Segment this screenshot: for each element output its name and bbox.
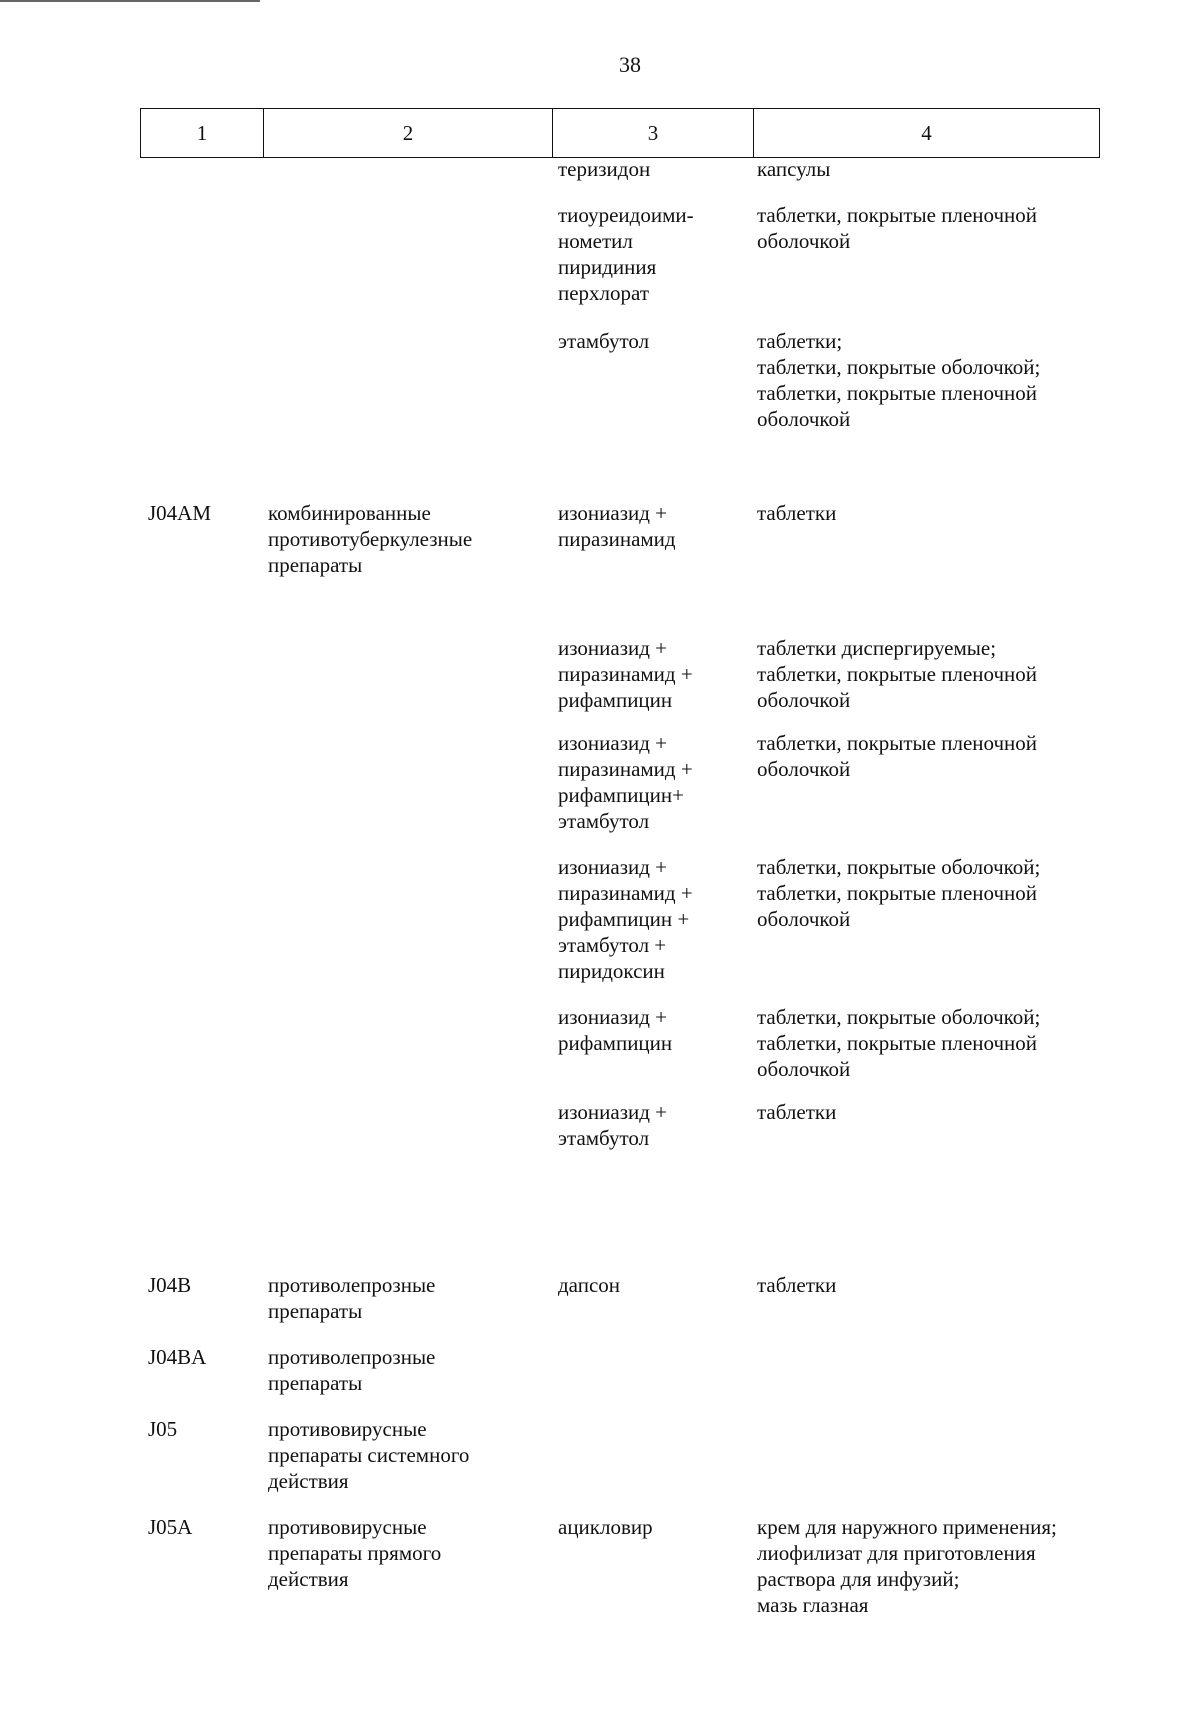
drug-name-line: изониазид +	[558, 636, 668, 660]
column-header-4: 4	[754, 109, 1100, 158]
drug-name-line: рифампицин	[558, 1031, 673, 1055]
atc-code: J04AM	[148, 501, 212, 525]
dosage-forms	[757, 730, 1102, 782]
dosage-forms-line: крем для наружного применения;	[757, 1515, 1057, 1539]
group-name-line: препараты	[268, 553, 363, 577]
drug-name-line: этамбутол	[558, 1126, 650, 1150]
atc-code: J04B	[148, 1273, 192, 1297]
dosage-forms-line: таблетки;	[757, 329, 843, 353]
dosage-forms-line: таблетки, покрытые оболочкой;	[757, 355, 1041, 379]
group-name	[268, 1514, 548, 1592]
drug-name-line: тиоуреидоими-	[558, 203, 694, 227]
dosage-forms-line: таблетки	[757, 501, 837, 525]
dosage-forms	[757, 1099, 1102, 1125]
drug-name-line: пиразинамид +	[558, 881, 693, 905]
dosage-forms-line: таблетки, покрытые пленочной	[757, 662, 1038, 686]
group-name-line: препараты прямого	[268, 1541, 442, 1565]
page-number: 38	[619, 52, 641, 77]
drug-name-line: изониазид +	[558, 1005, 668, 1029]
drug-name-line: изониазид +	[558, 501, 668, 525]
drug-name	[558, 730, 743, 834]
drug-name-line: этамбутол	[558, 809, 650, 833]
dosage-forms-line: мазь глазная	[757, 1593, 869, 1617]
group-name	[268, 500, 548, 578]
dosage-forms	[757, 854, 1102, 932]
column-header-1: 1	[141, 109, 264, 158]
dosage-forms	[757, 635, 1102, 713]
dosage-forms-line: таблетки, покрытые пленочной	[757, 881, 1038, 905]
dosage-forms	[757, 1514, 1102, 1618]
drug-name	[558, 202, 743, 306]
atc-code: J05A	[148, 1515, 193, 1539]
drug-name-line: пиридоксин	[558, 959, 665, 983]
drug-name	[558, 1004, 743, 1056]
drug-name	[558, 1099, 743, 1151]
dosage-forms-line: таблетки, покрытые пленочной	[757, 731, 1038, 755]
dosage-forms-line: таблетки, покрытые пленочной	[757, 381, 1038, 405]
drug-name-line: нометил	[558, 229, 633, 253]
drug-name-line: дапсон	[558, 1273, 621, 1297]
drug-name-line: перхлорат	[558, 281, 649, 305]
drug-name-line: пиразинамид +	[558, 662, 693, 686]
dosage-forms-line: оболочкой	[757, 757, 851, 781]
dosage-forms	[757, 202, 1102, 254]
group-name-line: препараты системного	[268, 1443, 470, 1467]
group-name-line: действия	[268, 1469, 349, 1493]
drug-name	[558, 635, 743, 713]
dosage-forms-line: таблетки	[757, 1100, 837, 1124]
dosage-forms-line: таблетки, покрытые оболочкой;	[757, 855, 1041, 879]
dosage-forms-line: оболочкой	[757, 229, 851, 253]
group-name-line: действия	[268, 1567, 349, 1591]
drug-name-line: рифампицин +	[558, 907, 690, 931]
scan-edge-mark	[0, 0, 260, 2]
atc-code: J05	[148, 1417, 178, 1441]
group-name-line: препараты	[268, 1371, 363, 1395]
dosage-forms-line: капсулы	[757, 157, 831, 181]
drug-name-line: ацикловир	[558, 1515, 653, 1539]
dosage-forms	[757, 156, 1102, 182]
column-header-2: 2	[264, 109, 553, 158]
drug-name-line: пиразинамид +	[558, 757, 693, 781]
drug-name	[558, 328, 743, 354]
drug-name	[558, 156, 743, 182]
group-name-line: комбинированные	[268, 501, 431, 525]
drug-name	[558, 500, 743, 552]
group-name-line: противолепрозные	[268, 1273, 436, 1297]
dosage-forms-line: таблетки, покрытые пленочной	[757, 203, 1038, 227]
drug-name-line: рифампицин+	[558, 783, 684, 807]
dosage-forms-line: раствора для инфузий;	[757, 1567, 960, 1591]
group-name-line: препараты	[268, 1299, 363, 1323]
dosage-forms-line: оболочкой	[757, 407, 851, 431]
dosage-forms-line: лиофилизат для приготовления	[757, 1541, 1036, 1565]
drug-name	[558, 1514, 743, 1540]
dosage-forms-line: таблетки	[757, 1273, 837, 1297]
column-header-table	[140, 108, 1100, 158]
dosage-forms-line: оболочкой	[757, 907, 851, 931]
group-name-line: противотуберкулезные	[268, 527, 473, 551]
dosage-forms-line: таблетки, покрытые пленочной	[757, 1031, 1038, 1055]
group-name-line: противовирусные	[268, 1417, 427, 1441]
group-name-line: противолепрозные	[268, 1345, 436, 1369]
drug-name-line: пиридиния	[558, 255, 657, 279]
drug-name-line: изониазид +	[558, 731, 668, 755]
drug-name	[558, 1272, 743, 1298]
column-header-row	[141, 109, 1100, 158]
dosage-forms-line: таблетки диспергируемые;	[757, 636, 997, 660]
drug-name-line: этамбутол +	[558, 933, 667, 957]
dosage-forms-line: оболочкой	[757, 688, 851, 712]
drug-name	[558, 854, 743, 984]
dosage-forms	[757, 328, 1102, 432]
group-name	[268, 1344, 548, 1396]
dosage-forms	[757, 500, 1102, 526]
drug-name-line: пиразинамид	[558, 527, 676, 551]
dosage-forms-line: таблетки, покрытые оболочкой;	[757, 1005, 1041, 1029]
dosage-forms	[757, 1272, 1102, 1298]
group-name	[268, 1416, 548, 1494]
group-name-line: противовирусные	[268, 1515, 427, 1539]
drug-name-line: рифампицин	[558, 688, 673, 712]
dosage-forms	[757, 1004, 1102, 1082]
drug-name-line: изониазид +	[558, 855, 668, 879]
column-header-3: 3	[553, 109, 754, 158]
drug-name-line: изониазид +	[558, 1100, 668, 1124]
drug-name-line: теризидон	[558, 157, 651, 181]
drug-name-line: этамбутол	[558, 329, 650, 353]
dosage-forms-line: оболочкой	[757, 1057, 851, 1081]
group-name	[268, 1272, 548, 1324]
atc-code: J04BA	[148, 1345, 207, 1369]
